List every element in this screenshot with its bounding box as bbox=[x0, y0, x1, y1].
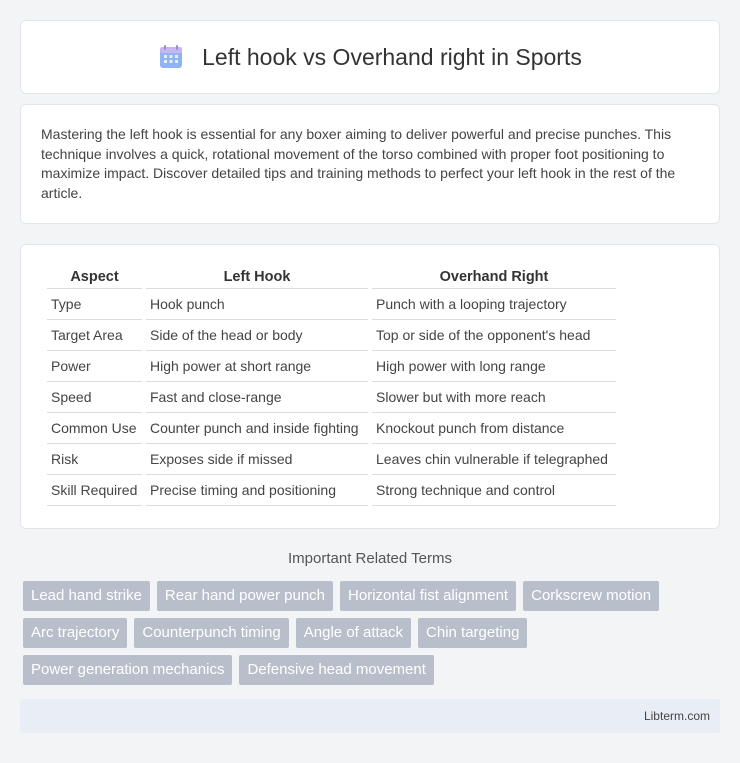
cell-aspect: Common Use bbox=[47, 413, 142, 444]
calendar-icon bbox=[158, 44, 184, 70]
table-row bbox=[47, 475, 616, 506]
table-row bbox=[47, 413, 616, 444]
cell-left-hook: Precise timing and positioning bbox=[146, 475, 368, 506]
related-terms-title: Important Related Terms bbox=[288, 550, 452, 567]
cell-overhand-right: Top or side of the opponent's head bbox=[372, 320, 616, 351]
cell-overhand-right: Strong technique and control bbox=[372, 475, 616, 506]
tag-rear-hand-power-punch[interactable]: Rear hand power punch bbox=[157, 581, 333, 611]
cell-aspect: Type bbox=[47, 289, 142, 320]
tag-arc-trajectory[interactable]: Arc trajectory bbox=[23, 618, 127, 648]
table-row bbox=[47, 382, 616, 413]
table-row bbox=[47, 289, 616, 320]
tag-horizontal-fist-alignment[interactable]: Horizontal fist alignment bbox=[340, 581, 516, 611]
cell-aspect: Power bbox=[47, 351, 142, 382]
cell-overhand-right: Knockout punch from distance bbox=[372, 413, 616, 444]
tag-counterpunch-timing[interactable]: Counterpunch timing bbox=[134, 618, 288, 648]
intro-card bbox=[20, 104, 720, 224]
tag-power-generation-mechanics[interactable]: Power generation mechanics bbox=[23, 655, 232, 685]
tag-corkscrew-motion[interactable]: Corkscrew motion bbox=[523, 581, 659, 611]
header-aspect: Aspect bbox=[47, 265, 142, 289]
table-row bbox=[47, 351, 616, 382]
cell-overhand-right: High power with long range bbox=[372, 351, 616, 382]
cell-overhand-right: Leaves chin vulnerable if telegraphed bbox=[372, 444, 616, 475]
table-row bbox=[47, 444, 616, 475]
cell-left-hook: Counter punch and inside fighting bbox=[146, 413, 368, 444]
cell-left-hook: Fast and close-range bbox=[146, 382, 368, 413]
cell-aspect: Skill Required bbox=[47, 475, 142, 506]
tag-chin-targeting[interactable]: Chin targeting bbox=[418, 618, 527, 648]
cell-aspect: Target Area bbox=[47, 320, 142, 351]
cell-overhand-right: Punch with a looping trajectory bbox=[372, 289, 616, 320]
header-left-hook: Left Hook bbox=[146, 265, 368, 289]
cell-left-hook: Side of the head or body bbox=[146, 320, 368, 351]
cell-aspect: Speed bbox=[47, 382, 142, 413]
footer bbox=[20, 699, 720, 733]
related-terms-tags bbox=[23, 581, 723, 685]
table-row bbox=[47, 320, 616, 351]
footer-site-link[interactable]: Libterm.com bbox=[643, 709, 710, 723]
cell-left-hook: High power at short range bbox=[146, 351, 368, 382]
header-card bbox=[20, 20, 720, 94]
table-header-row bbox=[47, 265, 616, 289]
comparison-table-card bbox=[20, 244, 720, 529]
comparison-table bbox=[43, 265, 620, 506]
cell-left-hook: Hook punch bbox=[146, 289, 368, 320]
intro-text: Mastering the left hook is essential for any boxer aiming to deliver powerful and precise punches. This technique involves a quick, rotational movement of the torso combined with proper foot positioning to maximize impact. Discover detailed tips and training methods to perfect your left hook in the rest of the article. bbox=[41, 126, 676, 201]
page-title: Left hook vs Overhand right in Sports bbox=[202, 43, 582, 70]
tag-lead-hand-strike[interactable]: Lead hand strike bbox=[23, 581, 150, 611]
tag-defensive-head-movement[interactable]: Defensive head movement bbox=[239, 655, 433, 685]
cell-left-hook: Exposes side if missed bbox=[146, 444, 368, 475]
header-overhand-right: Overhand Right bbox=[372, 265, 616, 289]
tag-angle-of-attack[interactable]: Angle of attack bbox=[296, 618, 411, 648]
cell-aspect: Risk bbox=[47, 444, 142, 475]
cell-overhand-right: Slower but with more reach bbox=[372, 382, 616, 413]
